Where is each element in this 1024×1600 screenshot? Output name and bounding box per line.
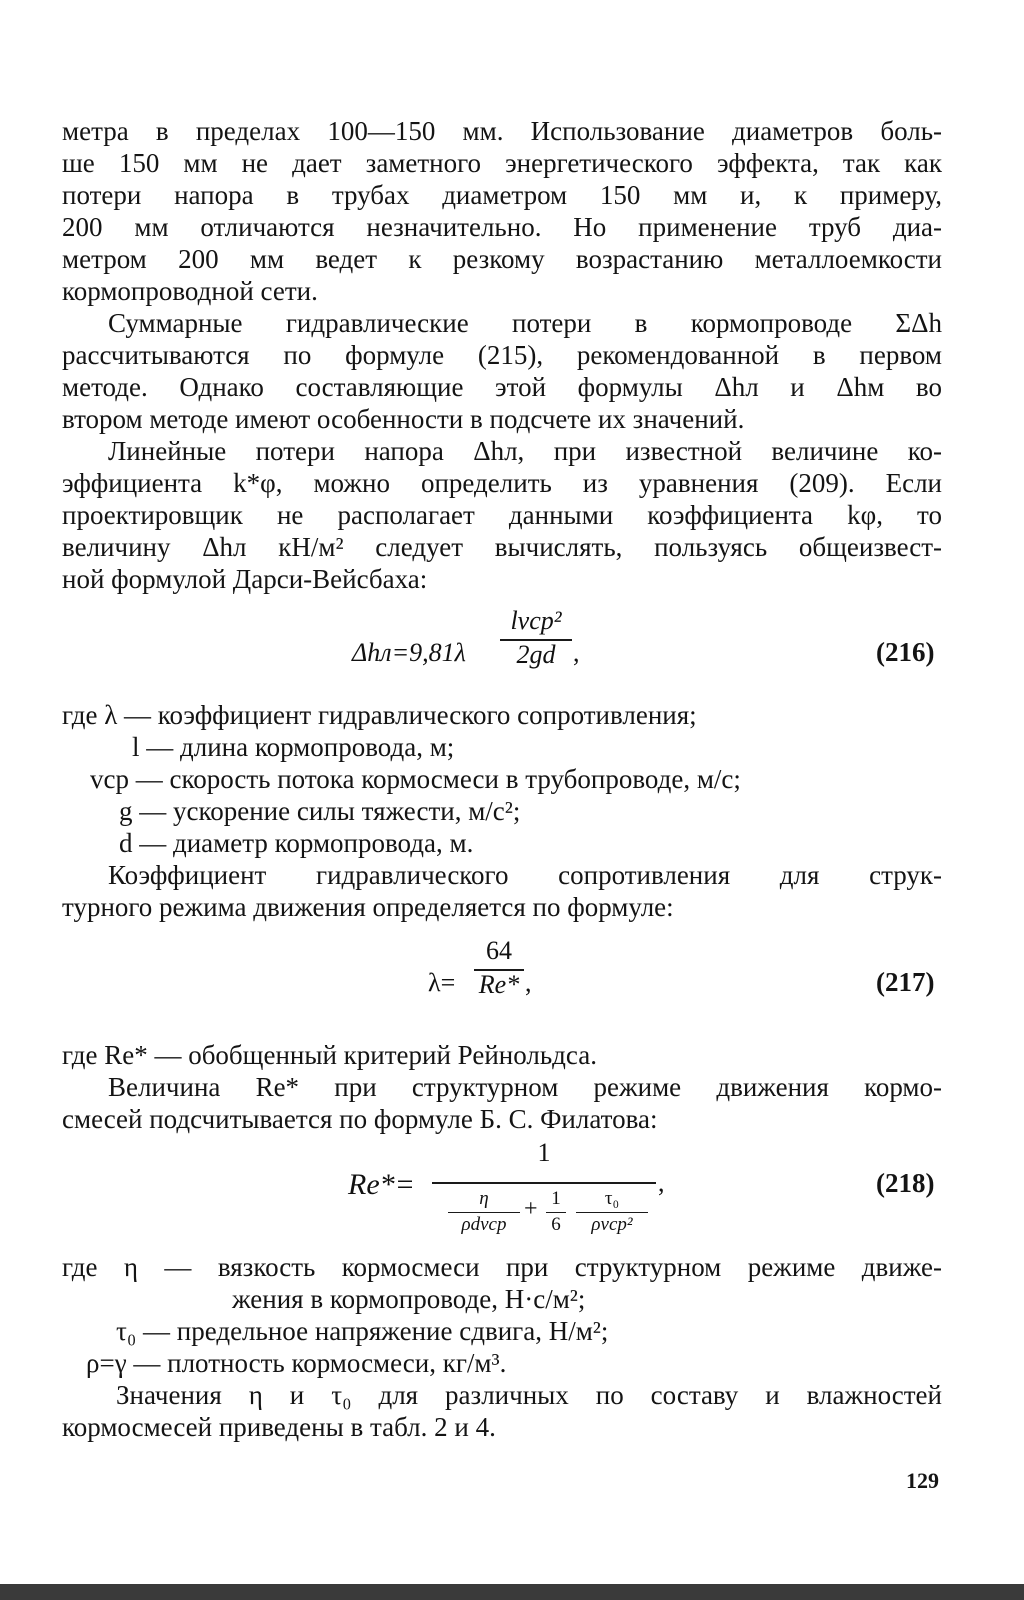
eq217-number: (217) [876,967,935,997]
eq218-term1-bar [448,1212,520,1213]
text-line: l — длина кормопровода, м; [132,732,455,762]
eq218-term2-denominator: ρvср² [591,1214,633,1235]
text-line: Коэффициент гидравлического сопротивления для струк- [108,860,942,890]
text-line: рассчитываются по формуле (215), рекомендованной в первом [62,340,942,370]
text-line: где η — вязкость кормосмеси при структурном режиме движе- [62,1252,942,1282]
eq216-number: (216) [876,637,935,667]
text-line: метром 200 мм ведет к резкому возрастанию металлоемкости [62,244,942,274]
eq218-term2-numerator: τ₀ [604,1188,620,1209]
eq218-coef-bar [546,1212,566,1213]
text-line: d — диаметр кормопровода, м. [119,828,474,858]
eq216-lhs: Δhл=9,81λ [352,638,466,667]
text-line: ше 150 мм не дает заметного энергетического эффекта, так как [62,148,942,178]
eq216-denominator: 2gd [516,640,556,669]
text-line: ной формулой Дарси-Вейсбаха: [62,564,428,594]
text-line: жения в кормопроводе, Н·с/м²; [232,1284,586,1314]
eq216-numerator: lvср² [510,606,562,635]
text-line: где Re* — обобщенный критерий Рейнольдса. [62,1040,597,1070]
text-line: эффициента k*φ, можно определить из уравнения (209). Если [62,468,942,498]
eq218-term2-bar [576,1212,648,1213]
text-line: смесей подсчитывается по формуле Б. С. Филатова: [62,1104,658,1134]
eq218-lhs: Re*= [348,1168,415,1201]
eq218-numerator: 1 [537,1138,551,1167]
eq218-comma: , [658,1168,665,1197]
text-line: ρ=γ — плотность кормосмеси, кг/м³. [86,1348,507,1378]
text-line: методе. Однако составляющие этой формулы Δhл и Δhм во [62,372,942,402]
text-line: кормопроводной сети. [62,276,318,306]
text-line: где λ — коэффициент гидравлического сопротивления; [62,700,697,730]
eq217-denominator: Re* [478,970,520,999]
text-line: кормосмесей приведены в табл. 2 и 4. [62,1412,496,1442]
text-line: 200 мм отличаются незначительно. Но применение труб диа- [62,212,942,242]
text-line: Значения η и τ₀ для различных по составу и влажностей [116,1380,942,1410]
eq218-coef-numerator: 1 [551,1188,561,1209]
eq217-numerator: 64 [486,936,512,965]
eq217-lhs: λ= [428,968,456,997]
eq218-number: (218) [876,1168,935,1198]
text-line: Линейные потери напора Δhл, при известной величине ко- [108,436,942,466]
text-line: g — ускорение силы тяжести, м/с²; [119,796,521,826]
text-line: величину Δhл кН/м² следует вычислять, пользуясь общеизвест- [62,532,942,562]
text-line: τ₀ — предельное напряжение сдвига, Н/м²; [116,1316,609,1346]
text-line: турного режима движения определяется по формуле: [62,892,674,922]
page-number: 129 [906,1468,939,1493]
text-line: Величина Re* при структурном режиме движения кормо- [108,1072,942,1102]
text-line: vср — скорость потока кормосмеси в трубопроводе, м/с; [90,764,741,794]
eq218-main-fraction-bar [432,1182,656,1184]
eq217-comma: , [525,968,532,997]
eq218-term1-denominator: ρdvср [461,1214,507,1235]
text-line: проектировщик не располагает данными коэффициента kφ, то [62,500,942,530]
text-line: потери напора в трубах диаметром 150 мм и, к примеру, [62,180,942,210]
eq218-plus: + [524,1196,538,1222]
eq218-term1-numerator: η [479,1188,489,1209]
text-line: Суммарные гидравлические потери в кормопроводе ΣΔh [108,308,942,338]
eq218-coef-denominator: 6 [551,1214,561,1235]
text-line: втором методе имеют особенности в подсчете их значений. [62,404,745,434]
text-line: метра в пределах 100—150 мм. Использование диаметров боль- [62,116,942,146]
scan-border [0,1584,1024,1600]
eq216-comma: , [573,638,580,667]
